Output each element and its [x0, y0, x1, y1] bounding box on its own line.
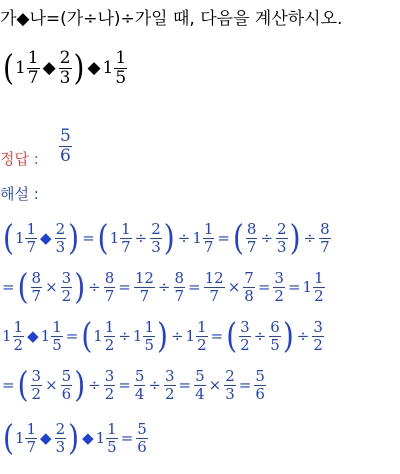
solution-line-5: ( 1 $\frac{1}{7}$ ◆ $\frac{2}{3}$ ) ◆ 1 $\frac{1}{5}$ = $\frac{5}{6}$ — [3, 416, 147, 458]
answer-label: 정답 : — [0, 150, 39, 168]
problem-expression: ( 1 $\frac{1}{7}$ ◆ $\frac{2}{3}$ ) ◆ 1 $\frac{1}{5}$ — [3, 46, 127, 88]
solution-line-2: = ( $\frac{8}{7}$ × $\frac{3}{2}$ ) ÷ $\frac{8}{7}$ = $\frac{12}{7}$ ÷ $\frac{8}{7}$ = $\frac{12}{7}$ × $\frac{7}{8}$ = $\frac{3}{2}$ = 1 $\frac{1}{2}$ — [2, 265, 324, 307]
solution-label: 해설 : — [0, 185, 39, 203]
problem-statement: 가◆나=(가÷나)÷가일 때, 다음을 계산하시오. — [0, 9, 343, 29]
solution-line-1: ( 1 $\frac{1}{7}$ ◆ $\frac{2}{3}$ ) = ( 1 $\frac{1}{7}$ ÷ $\frac{2}{3}$ ) ÷ 1 $\frac{1}{7}$ = ( $\frac{8}{7}$ ÷ $\frac{2}{3}$ ) ÷ $\frac{8}{7}$ — [3, 216, 330, 258]
solution-line-4: = ( $\frac{3}{2}$ × $\frac{5}{6}$ ) ÷ $\frac{3}{2}$ = $\frac{5}{4}$ ÷ $\frac{3}{2}$ = $\frac{5}{4}$ × $\frac{2}{3}$ = $\frac{5}{6}$ — [2, 363, 265, 405]
solution-line-3: 1 $\frac{1}{2}$ ◆ 1 $\frac{1}{5}$ = ( 1 $\frac{1}{2}$ ÷ 1 $\frac{1}{5}$ ) ÷ 1 $\frac{1}{2}$ = ( $\frac{3}{2}$ ÷ $\frac{6}{5}$ ) ÷ $\frac{3}{2}$ — [2, 314, 323, 356]
answer-value: $\frac{5}{6}$ — [60, 126, 71, 166]
